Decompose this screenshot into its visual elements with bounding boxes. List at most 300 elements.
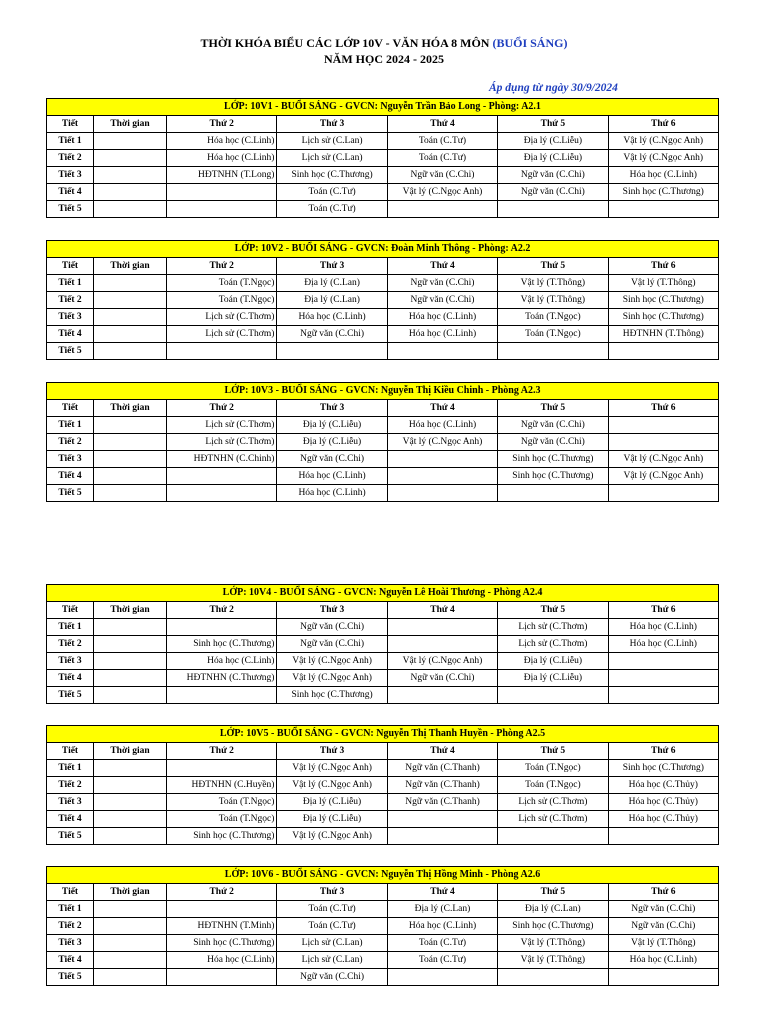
- column-header-row: [47, 400, 719, 417]
- table-row: [47, 687, 719, 704]
- column-header: Thứ 2: [167, 884, 277, 901]
- subject-cell: [387, 468, 497, 485]
- subject-cell: Sinh học (C.Thương): [608, 309, 718, 326]
- subject-cell: Ngữ văn (C.Chi): [387, 670, 497, 687]
- column-header: Thứ 4: [387, 258, 497, 275]
- time-cell: [94, 326, 167, 343]
- table-row: [47, 309, 719, 326]
- period-cell: Tiết 4: [47, 468, 94, 485]
- subject-cell: Hóa học (C.Linh): [167, 952, 277, 969]
- subject-cell: [387, 451, 497, 468]
- subject-cell: Hóa học (C.Linh): [387, 417, 497, 434]
- period-cell: Tiết 3: [47, 309, 94, 326]
- subject-cell: Vật lý (T.Thông): [498, 292, 608, 309]
- subject-cell: Hóa học (C.Linh): [277, 309, 387, 326]
- time-cell: [94, 417, 167, 434]
- subject-cell: Hóa học (C.Linh): [608, 636, 718, 653]
- subject-cell: [167, 485, 277, 502]
- subject-cell: Hóa học (C.Linh): [167, 653, 277, 670]
- subject-cell: Địa lý (C.Liễu): [277, 794, 387, 811]
- subject-cell: [167, 901, 277, 918]
- table-row: [47, 918, 719, 935]
- class-timetable: [46, 725, 719, 845]
- column-header-row: [47, 258, 719, 275]
- class-timetable: [46, 98, 719, 218]
- column-header: Thứ 6: [608, 258, 718, 275]
- period-cell: Tiết 2: [47, 434, 94, 451]
- column-header: Tiết: [47, 884, 94, 901]
- class-banner: LỚP: 10V3 - BUỔI SÁNG - GVCN: Nguyễn Thị Kiều Chinh - Phòng A2.3: [47, 383, 719, 400]
- column-header: Thứ 6: [608, 743, 718, 760]
- time-cell: [94, 309, 167, 326]
- period-cell: Tiết 4: [47, 811, 94, 828]
- subject-cell: Sinh học (C.Thương): [167, 935, 277, 952]
- table-row: [47, 811, 719, 828]
- subject-cell: Địa lý (C.Liễu): [277, 417, 387, 434]
- subject-cell: [387, 969, 497, 986]
- subject-cell: HĐTNHN (C.Huyền): [167, 777, 277, 794]
- table-row: [47, 794, 719, 811]
- table-row: [47, 133, 719, 150]
- subject-cell: Toán (T.Ngọc): [498, 309, 608, 326]
- subject-cell: Hóa học (C.Linh): [277, 468, 387, 485]
- table-row: [47, 167, 719, 184]
- time-cell: [94, 201, 167, 218]
- column-header: Thứ 4: [387, 116, 497, 133]
- column-header: Thứ 3: [277, 116, 387, 133]
- table-row: [47, 468, 719, 485]
- column-header: Tiết: [47, 400, 94, 417]
- class-banner-row: [47, 585, 719, 602]
- period-cell: Tiết 1: [47, 275, 94, 292]
- subject-cell: Toán (C.Tư): [387, 133, 497, 150]
- time-cell: [94, 468, 167, 485]
- subject-cell: HĐTNHN (C.Chinh): [167, 451, 277, 468]
- subject-cell: Lịch sử (C.Thơm): [167, 309, 277, 326]
- period-cell: Tiết 4: [47, 184, 94, 201]
- period-cell: Tiết 2: [47, 150, 94, 167]
- subject-cell: HĐTNHN (T.Minh): [167, 918, 277, 935]
- subject-cell: [498, 201, 608, 218]
- subject-cell: Sinh học (C.Thương): [608, 184, 718, 201]
- table-row: [47, 935, 719, 952]
- class-banner: LỚP: 10V6 - BUỔI SÁNG - GVCN: Nguyễn Thị Hồng Minh - Phòng A2.6: [47, 867, 719, 884]
- subject-cell: [498, 343, 608, 360]
- subject-cell: [608, 653, 718, 670]
- period-cell: Tiết 3: [47, 794, 94, 811]
- time-cell: [94, 619, 167, 636]
- period-cell: Tiết 5: [47, 969, 94, 986]
- table-row: [47, 417, 719, 434]
- time-cell: [94, 777, 167, 794]
- column-header-row: [47, 602, 719, 619]
- subject-cell: Ngữ văn (C.Chi): [608, 918, 718, 935]
- subject-cell: Vật lý (T.Thông): [498, 275, 608, 292]
- column-header: Thứ 4: [387, 602, 497, 619]
- subject-cell: [167, 343, 277, 360]
- subject-cell: Địa lý (C.Lan): [387, 901, 497, 918]
- time-cell: [94, 636, 167, 653]
- column-header: Thứ 5: [498, 258, 608, 275]
- column-header: Tiết: [47, 743, 94, 760]
- time-cell: [94, 451, 167, 468]
- column-header: Thứ 3: [277, 884, 387, 901]
- column-header: Thời gian: [94, 602, 167, 619]
- period-cell: Tiết 3: [47, 653, 94, 670]
- subject-cell: Ngữ văn (C.Chi): [387, 167, 497, 184]
- subject-cell: Vật lý (C.Ngọc Anh): [387, 434, 497, 451]
- subject-cell: Ngữ văn (C.Chi): [277, 619, 387, 636]
- class-banner-row: [47, 726, 719, 743]
- table-row: [47, 485, 719, 502]
- subject-cell: Sinh học (C.Thương): [608, 292, 718, 309]
- period-cell: Tiết 5: [47, 687, 94, 704]
- subject-cell: Ngữ văn (C.Chi): [608, 901, 718, 918]
- column-header-row: [47, 884, 719, 901]
- subject-cell: Toán (T.Ngọc): [167, 794, 277, 811]
- time-cell: [94, 485, 167, 502]
- period-cell: Tiết 1: [47, 760, 94, 777]
- column-header: Thời gian: [94, 743, 167, 760]
- subject-cell: Địa lý (C.Liễu): [498, 133, 608, 150]
- subject-cell: Ngữ văn (C.Chi): [498, 167, 608, 184]
- time-cell: [94, 811, 167, 828]
- table-row: [47, 150, 719, 167]
- subject-cell: [498, 828, 608, 845]
- subject-cell: HĐTNHN (C.Thương): [167, 670, 277, 687]
- column-header: Thứ 4: [387, 884, 497, 901]
- subject-cell: [608, 201, 718, 218]
- subject-cell: Ngữ văn (C.Thanh): [387, 760, 497, 777]
- subject-cell: [608, 417, 718, 434]
- subject-cell: [167, 201, 277, 218]
- table-row: [47, 901, 719, 918]
- column-header: Thứ 6: [608, 116, 718, 133]
- subject-cell: Vật lý (T.Thông): [498, 952, 608, 969]
- table-row: [47, 828, 719, 845]
- subject-cell: [498, 485, 608, 502]
- time-cell: [94, 901, 167, 918]
- column-header: Thứ 5: [498, 884, 608, 901]
- column-header: Thời gian: [94, 400, 167, 417]
- subject-cell: [387, 687, 497, 704]
- table-row: [47, 201, 719, 218]
- subject-cell: Hóa học (C.Linh): [167, 133, 277, 150]
- subject-cell: [608, 670, 718, 687]
- subject-cell: Ngữ văn (C.Chi): [277, 636, 387, 653]
- subject-cell: [387, 828, 497, 845]
- subject-cell: [387, 811, 497, 828]
- subject-cell: Hóa học (C.Linh): [387, 309, 497, 326]
- subject-cell: Vật lý (C.Ngọc Anh): [277, 828, 387, 845]
- subject-cell: Vật lý (C.Ngọc Anh): [277, 670, 387, 687]
- time-cell: [94, 794, 167, 811]
- subject-cell: Vật lý (C.Ngọc Anh): [608, 468, 718, 485]
- time-cell: [94, 167, 167, 184]
- subject-cell: Sinh học (C.Thương): [498, 451, 608, 468]
- subject-cell: Ngữ văn (C.Chi): [277, 969, 387, 986]
- subject-cell: [387, 201, 497, 218]
- period-cell: Tiết 3: [47, 935, 94, 952]
- class-timetable: [46, 240, 719, 360]
- column-header: Thời gian: [94, 884, 167, 901]
- period-cell: Tiết 5: [47, 343, 94, 360]
- table-row: [47, 184, 719, 201]
- period-cell: Tiết 2: [47, 292, 94, 309]
- class-timetable: [46, 584, 719, 704]
- column-header: Thứ 3: [277, 258, 387, 275]
- subject-cell: Sinh học (C.Thương): [498, 468, 608, 485]
- subject-cell: Sinh học (C.Thương): [277, 687, 387, 704]
- subject-cell: Lịch sử (C.Thơm): [498, 794, 608, 811]
- time-cell: [94, 292, 167, 309]
- column-header: Thời gian: [94, 116, 167, 133]
- class-banner-row: [47, 867, 719, 884]
- subject-cell: Lịch sử (C.Thơm): [498, 636, 608, 653]
- table-row: [47, 969, 719, 986]
- subject-cell: [387, 636, 497, 653]
- subject-cell: Toán (T.Ngọc): [498, 777, 608, 794]
- table-row: [47, 326, 719, 343]
- subject-cell: HĐTNHN (T.Thông): [608, 326, 718, 343]
- subject-cell: Toán (C.Tư): [387, 150, 497, 167]
- time-cell: [94, 343, 167, 360]
- column-header: Thứ 6: [608, 884, 718, 901]
- subject-cell: Hóa học (C.Linh): [608, 167, 718, 184]
- subject-cell: [167, 468, 277, 485]
- column-header: Thứ 5: [498, 400, 608, 417]
- time-cell: [94, 133, 167, 150]
- subject-cell: Hóa học (C.Linh): [387, 326, 497, 343]
- subject-cell: Toán (T.Ngọc): [167, 292, 277, 309]
- subject-cell: [167, 687, 277, 704]
- time-cell: [94, 828, 167, 845]
- subject-cell: [167, 619, 277, 636]
- subject-cell: Vật lý (C.Ngọc Anh): [608, 150, 718, 167]
- table-row: [47, 636, 719, 653]
- column-header: Thứ 2: [167, 258, 277, 275]
- column-header: Tiết: [47, 602, 94, 619]
- subject-cell: Ngữ văn (C.Chi): [277, 451, 387, 468]
- column-header: Thứ 5: [498, 602, 608, 619]
- subject-cell: HĐTNHN (T.Long): [167, 167, 277, 184]
- subject-cell: Ngữ văn (C.Chi): [498, 417, 608, 434]
- subject-cell: Ngữ văn (C.Chi): [277, 326, 387, 343]
- subject-cell: Địa lý (C.Lan): [498, 901, 608, 918]
- subject-cell: Toán (T.Ngọc): [167, 811, 277, 828]
- applied-date: Áp dụng từ ngày 30/9/2024: [489, 82, 618, 94]
- period-cell: Tiết 1: [47, 133, 94, 150]
- period-cell: Tiết 4: [47, 326, 94, 343]
- subject-cell: Ngữ văn (C.Thanh): [387, 777, 497, 794]
- time-cell: [94, 653, 167, 670]
- time-cell: [94, 918, 167, 935]
- column-header: Thứ 5: [498, 116, 608, 133]
- subject-cell: Toán (T.Ngọc): [167, 275, 277, 292]
- period-cell: Tiết 3: [47, 451, 94, 468]
- subject-cell: Lịch sử (C.Thơm): [167, 434, 277, 451]
- subject-cell: Hóa học (C.Linh): [167, 150, 277, 167]
- subject-cell: [387, 485, 497, 502]
- subject-cell: Lịch sử (C.Thơm): [498, 619, 608, 636]
- class-timetable: [46, 866, 719, 986]
- subject-cell: Vật lý (C.Ngọc Anh): [387, 653, 497, 670]
- subject-cell: Sinh học (C.Thương): [167, 828, 277, 845]
- subject-cell: [387, 343, 497, 360]
- title-accent: (BUỔI SÁNG): [492, 36, 568, 50]
- table-row: [47, 760, 719, 777]
- subject-cell: Vật lý (T.Thông): [498, 935, 608, 952]
- table-row: [47, 451, 719, 468]
- column-header-row: [47, 743, 719, 760]
- subject-cell: Lịch sử (C.Thơm): [167, 326, 277, 343]
- subject-cell: Ngữ văn (C.Thanh): [387, 794, 497, 811]
- subject-cell: Toán (C.Tư): [387, 935, 497, 952]
- table-row: [47, 653, 719, 670]
- period-cell: Tiết 3: [47, 167, 94, 184]
- subject-cell: Sinh học (C.Thương): [277, 167, 387, 184]
- subject-cell: Địa lý (C.Liễu): [498, 670, 608, 687]
- class-banner-row: [47, 241, 719, 258]
- subject-cell: Toán (C.Tư): [387, 952, 497, 969]
- school-year: NĂM HỌC 2024 - 2025: [324, 52, 444, 66]
- subject-cell: [608, 969, 718, 986]
- time-cell: [94, 687, 167, 704]
- column-header: Thứ 2: [167, 116, 277, 133]
- subject-cell: [277, 343, 387, 360]
- subject-cell: [608, 828, 718, 845]
- time-cell: [94, 935, 167, 952]
- subject-cell: Toán (T.Ngọc): [498, 326, 608, 343]
- table-row: [47, 952, 719, 969]
- period-cell: Tiết 5: [47, 201, 94, 218]
- column-header: Thứ 6: [608, 602, 718, 619]
- table-row: [47, 292, 719, 309]
- column-header: Thứ 2: [167, 743, 277, 760]
- subject-cell: [608, 687, 718, 704]
- subject-cell: Lịch sử (C.Lan): [277, 935, 387, 952]
- table-row: [47, 777, 719, 794]
- subject-cell: Vật lý (T.Thông): [608, 935, 718, 952]
- subject-cell: [608, 343, 718, 360]
- column-header: Thứ 2: [167, 602, 277, 619]
- class-timetable: [46, 382, 719, 502]
- period-cell: Tiết 1: [47, 619, 94, 636]
- table-row: [47, 275, 719, 292]
- subject-cell: Hóa học (C.Linh): [608, 619, 718, 636]
- period-cell: Tiết 4: [47, 952, 94, 969]
- column-header: Thứ 4: [387, 743, 497, 760]
- table-row: [47, 619, 719, 636]
- column-header: Thứ 3: [277, 400, 387, 417]
- subject-cell: Sinh học (C.Thương): [608, 760, 718, 777]
- subject-cell: Ngữ văn (C.Chi): [387, 275, 497, 292]
- time-cell: [94, 670, 167, 687]
- class-banner: LỚP: 10V4 - BUỔI SÁNG - GVCN: Nguyễn Lê Hoài Thương - Phòng A2.4: [47, 585, 719, 602]
- subject-cell: Hóa học (C.Thủy): [608, 794, 718, 811]
- subject-cell: Địa lý (C.Liễu): [498, 150, 608, 167]
- subject-cell: Vật lý (T.Thông): [608, 275, 718, 292]
- subject-cell: Hóa học (C.Thủy): [608, 777, 718, 794]
- time-cell: [94, 760, 167, 777]
- subject-cell: Lịch sử (C.Thơm): [498, 811, 608, 828]
- subject-cell: Toán (C.Tư): [277, 918, 387, 935]
- subject-cell: Ngữ văn (C.Chi): [498, 434, 608, 451]
- subject-cell: Vật lý (C.Ngọc Anh): [608, 133, 718, 150]
- subject-cell: Địa lý (C.Lan): [277, 275, 387, 292]
- subject-cell: Toán (C.Tư): [277, 901, 387, 918]
- column-header: Thời gian: [94, 258, 167, 275]
- subject-cell: [167, 184, 277, 201]
- period-cell: Tiết 2: [47, 777, 94, 794]
- subject-cell: Địa lý (C.Liễu): [498, 653, 608, 670]
- column-header: Thứ 4: [387, 400, 497, 417]
- column-header: Tiết: [47, 258, 94, 275]
- subject-cell: Toán (T.Ngọc): [498, 760, 608, 777]
- column-header: Thứ 3: [277, 602, 387, 619]
- class-banner-row: [47, 99, 719, 116]
- subject-cell: Vật lý (C.Ngọc Anh): [608, 451, 718, 468]
- column-header: Thứ 2: [167, 400, 277, 417]
- class-banner-row: [47, 383, 719, 400]
- subject-cell: Hóa học (C.Linh): [608, 952, 718, 969]
- subject-cell: Sinh học (C.Thương): [167, 636, 277, 653]
- column-header: Thứ 6: [608, 400, 718, 417]
- document-title: [0, 36, 768, 51]
- subject-cell: Hóa học (C.Linh): [387, 918, 497, 935]
- subject-cell: Địa lý (C.Lan): [277, 292, 387, 309]
- period-cell: Tiết 4: [47, 670, 94, 687]
- subject-cell: Lịch sử (C.Thơm): [167, 417, 277, 434]
- subject-cell: Lịch sử (C.Lan): [277, 952, 387, 969]
- table-row: [47, 434, 719, 451]
- class-banner: LỚP: 10V1 - BUỔI SÁNG - GVCN: Nguyễn Trần Bảo Long - Phòng: A2.1: [47, 99, 719, 116]
- subject-cell: Địa lý (C.Liễu): [277, 434, 387, 451]
- subject-cell: Ngữ văn (C.Chi): [387, 292, 497, 309]
- subject-cell: [498, 687, 608, 704]
- time-cell: [94, 434, 167, 451]
- period-cell: Tiết 2: [47, 918, 94, 935]
- time-cell: [94, 969, 167, 986]
- period-cell: Tiết 5: [47, 485, 94, 502]
- column-header-row: [47, 116, 719, 133]
- table-row: [47, 670, 719, 687]
- title-main: THỜI KHÓA BIỂU CÁC LỚP 10V - VĂN HÓA 8 MÔN: [200, 36, 490, 50]
- time-cell: [94, 275, 167, 292]
- class-banner: LỚP: 10V5 - BUỔI SÁNG - GVCN: Nguyễn Thị Thanh Huyền - Phòng A2.5: [47, 726, 719, 743]
- column-header: Thứ 3: [277, 743, 387, 760]
- subject-cell: [498, 969, 608, 986]
- subject-cell: [608, 485, 718, 502]
- subject-cell: [608, 434, 718, 451]
- subject-cell: Địa lý (C.Liễu): [277, 811, 387, 828]
- time-cell: [94, 150, 167, 167]
- table-row: [47, 343, 719, 360]
- period-cell: Tiết 1: [47, 417, 94, 434]
- subject-cell: Toán (C.Tư): [277, 184, 387, 201]
- subject-cell: Lịch sử (C.Lan): [277, 150, 387, 167]
- subject-cell: Vật lý (C.Ngọc Anh): [387, 184, 497, 201]
- subject-cell: Lịch sử (C.Lan): [277, 133, 387, 150]
- column-header: Tiết: [47, 116, 94, 133]
- subject-cell: Sinh học (C.Thương): [498, 918, 608, 935]
- subject-cell: Vật lý (C.Ngọc Anh): [277, 777, 387, 794]
- period-cell: Tiết 2: [47, 636, 94, 653]
- time-cell: [94, 952, 167, 969]
- subject-cell: Vật lý (C.Ngọc Anh): [277, 653, 387, 670]
- class-banner: LỚP: 10V2 - BUỔI SÁNG - GVCN: Đoàn Minh Thông - Phòng: A2.2: [47, 241, 719, 258]
- time-cell: [94, 184, 167, 201]
